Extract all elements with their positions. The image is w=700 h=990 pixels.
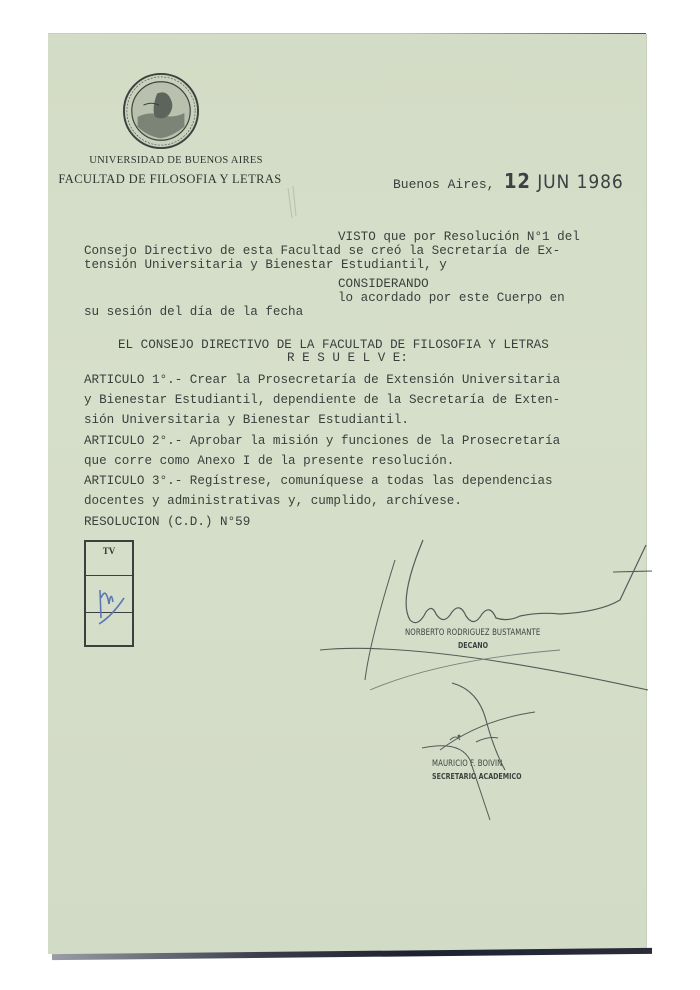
article-1-line-3: sión Universitaria y Bienestar Estudiantil. (84, 413, 409, 427)
signatory-2-title: SECRETARIO ACADEMICO (432, 772, 522, 781)
faculty-name: FACULTAD DE FILOSOFIA Y LETRAS (58, 172, 282, 186)
visto-line-2: Consejo Directivo de esta Facultad se creó la Secretaría de Ex- (84, 244, 561, 258)
signatory-1-name: NORBERTO RODRIGUEZ BUSTAMANTE (405, 628, 541, 638)
article-1-line-2: y Bienestar Estudiantil, dependiente de la Secretaría de Exten- (84, 393, 561, 407)
article-2-line-2: que corre como Anexo I de la presente resolución. (84, 454, 455, 468)
visto-line-1: VISTO que por Resolución N°1 del (338, 230, 580, 244)
signatory-1-title: DECANO (458, 641, 489, 650)
visto-line-3: tensión Universitaria y Bienestar Estudiantil, y (84, 258, 447, 272)
date-month-year: JUN 1986 (537, 171, 625, 193)
resuelve-heading: R E S U E L V E: (287, 351, 408, 365)
article-2-line-1: ARTICULO 2°.- Aprobar la misión y funciones de la Prosecretaría (84, 434, 561, 448)
considerando-line-2: su sesión del día de la fecha (84, 305, 304, 319)
date-line (393, 169, 637, 193)
resolution-number: RESOLUCION (C.D.) N°59 (84, 515, 251, 529)
considerando-heading: CONSIDERANDO (338, 277, 429, 291)
university-seal-icon (122, 72, 200, 150)
considerando-line-1: lo acordado por este Cuerpo en (338, 291, 565, 305)
council-heading: EL CONSEJO DIRECTIVO DE LA FACULTAD DE FILOSOFIA Y LETRAS (118, 338, 549, 352)
initials-box-divider (86, 575, 132, 576)
article-3-line-2: docentes y administrativas y, cumplido, archívese. (84, 494, 462, 508)
article-3-line-1: ARTICULO 3°.- Regístrese, comuníquese a todas las dependencias (84, 474, 553, 488)
date-city: Buenos Aires, (393, 177, 495, 192)
date-day: 12 (504, 169, 532, 193)
signatory-2-name: MAURICIO F. BOIVIN (432, 759, 503, 769)
article-1-line-1: ARTICULO 1°.- Crear la Prosecretaría de Extensión Universitaria (84, 373, 561, 387)
date-stamp (504, 169, 624, 193)
initials-box (84, 540, 134, 647)
initials-box-label: TV (102, 546, 116, 556)
initials-box-divider (86, 612, 132, 613)
university-name: UNIVERSIDAD DE BUENOS AIRES (89, 155, 263, 166)
